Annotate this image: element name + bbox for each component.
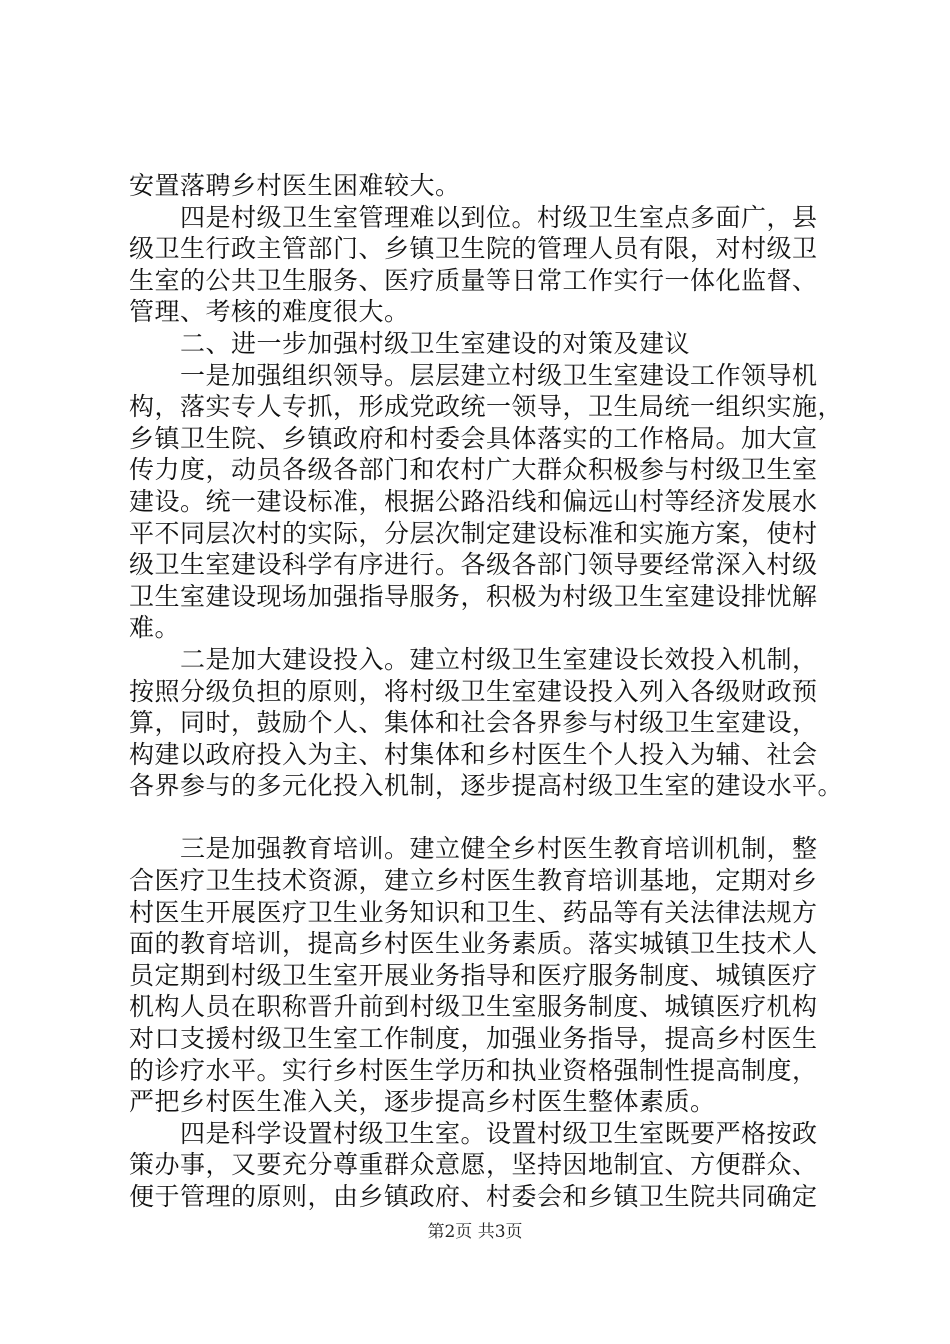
text-line: 级卫生室建设科学有序进行。各级各部门领导要经常深入村级 bbox=[129, 550, 818, 580]
text-line: 村医生开展医疗卫生业务知识和卫生、药品等有关法律法规方 bbox=[129, 897, 818, 927]
text-line: 传力度，动员各级各部门和农村广大群众积极参与村级卫生室 bbox=[129, 455, 818, 485]
text-line: 各界参与的多元化投入机制，逐步提高村级卫生室的建设水平。 bbox=[129, 771, 844, 801]
text-line: 建设。统一建设标准，根据公路沿线和偏远山村等经济发展水 bbox=[129, 486, 818, 516]
text-line: 机构人员在职称晋升前到村级卫生室服务制度、城镇医疗机构 bbox=[129, 992, 818, 1022]
text-line: 管理、考核的难度很大。 bbox=[129, 297, 410, 327]
text-line: 级卫生行政主管部门、乡镇卫生院的管理人员有限，对村级卫 bbox=[129, 234, 818, 264]
text-line: 策办事，又要充分尊重群众意愿，坚持因地制宜、方便群众、 bbox=[129, 1150, 818, 1180]
text-line: 难。 bbox=[129, 613, 181, 643]
text-line: 三是加强教育培训。建立健全乡村医生教育培训机制，整 bbox=[129, 834, 818, 864]
text-line: 平不同层次村的实际，分层次制定建设标准和实施方案，使村 bbox=[129, 518, 818, 548]
text-line: 面的教育培训，提高乡村医生业务素质。落实城镇卫生技术人 bbox=[129, 929, 818, 959]
text-line: 四是村级卫生室管理难以到位。村级卫生室点多面广，县 bbox=[129, 202, 818, 232]
text-line: 卫生室建设现场加强指导服务，积极为村级卫生室建设排忧解 bbox=[129, 581, 818, 611]
paragraph-gap bbox=[129, 802, 849, 834]
document-body bbox=[129, 170, 849, 1213]
text-line: 便于管理的原则，由乡镇政府、村委会和乡镇卫生院共同确定 bbox=[129, 1182, 818, 1211]
text-line: 二是加大建设投入。建立村级卫生室建设长效投入机制， bbox=[129, 644, 818, 674]
text-line: 严把乡村医生准入关，逐步提高乡村医生整体素质。 bbox=[129, 1087, 716, 1117]
text-line: 四是科学设置村级卫生室。设置村级卫生室既要严格按政 bbox=[129, 1118, 818, 1148]
text-line: 乡镇卫生院、乡镇政府和村委会具体落实的工作格局。加大宣 bbox=[129, 423, 818, 453]
text-line: 一是加强组织领导。层层建立村级卫生室建设工作领导机 bbox=[129, 360, 818, 390]
text-line: 按照分级负担的原则，将村级卫生室建设投入列入各级财政预 bbox=[129, 676, 818, 706]
text-line: 生室的公共卫生服务、医疗质量等日常工作实行一体化监督、 bbox=[129, 265, 818, 295]
page-footer: 第2页 共3页 bbox=[427, 1222, 523, 1242]
text-line: 员定期到村级卫生室开展业务指导和医疗服务制度、城镇医疗 bbox=[129, 960, 818, 990]
text-line: 安置落聘乡村医生困难较大。 bbox=[129, 171, 461, 200]
text-line: 的诊疗水平。实行乡村医生学历和执业资格强制性提高制度， bbox=[129, 1055, 818, 1085]
section-heading: 二、进一步加强村级卫生室建设的对策及建议 bbox=[129, 328, 691, 358]
text-line: 构，落实专人专抓，形成党政统一领导，卫生局统一组织实施， bbox=[129, 392, 844, 422]
text-line: 算，同时，鼓励个人、集体和社会各界参与村级卫生室建设， bbox=[129, 708, 818, 738]
text-line: 合医疗卫生技术资源，建立乡村医生教育培训基地，定期对乡 bbox=[129, 866, 818, 896]
text-line: 构建以政府投入为主、村集体和乡村医生个人投入为辅、社会 bbox=[129, 739, 818, 769]
text-line: 对口支援村级卫生室工作制度，加强业务指导，提高乡村医生 bbox=[129, 1024, 818, 1054]
